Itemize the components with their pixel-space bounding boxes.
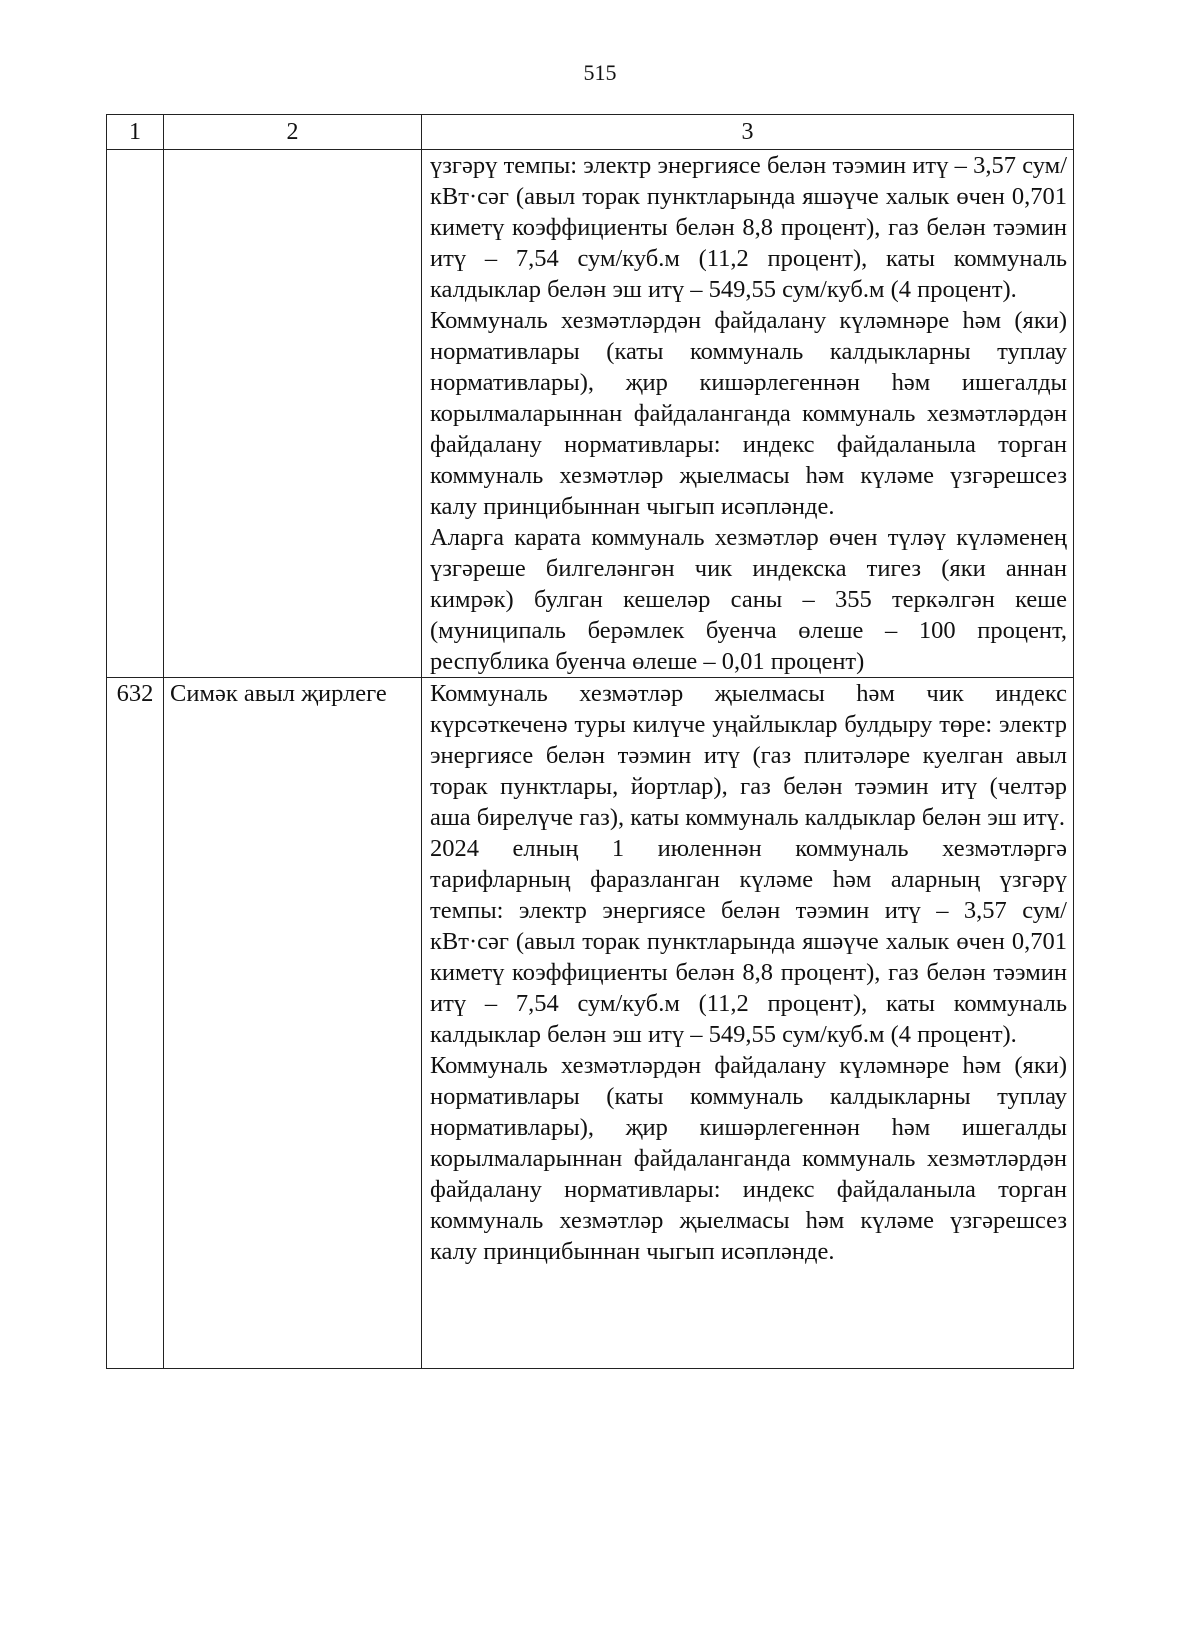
row-number — [107, 150, 164, 678]
page-number: 515 — [583, 60, 617, 85]
description-paragraph: үзгәрү темпы: электр энергиясе белән тәэмин итү – 3,57 сум/кВт·сәг (авыл торак пунктларында яшәүче халык өчен 0,701 киметү коэффициенты белән 8,8 процент), газ белән тәэмин итү – 7,54 сум/куб.м (11,2 процент), каты коммуналь калдыклар белән эш итү – 549,55 сум/куб.м (4 процент). — [430, 152, 1067, 303]
table-row — [107, 678, 1074, 1369]
document-table — [106, 114, 1074, 1369]
description-cell — [422, 678, 1074, 1369]
row-number: 632 — [107, 678, 164, 1369]
description-paragraph: Аларга карата коммуналь хезмәтләр өчен түләү күләменең үзгәреше билгеләнгән чик индекска тигез (яки аннан кимрәк) булган кешеләр саны – 355 теркәлгән кеше (муниципаль берәмлек буенча өлеше – 100 процент, республика буенча өлеше – 0,01 процент) — [430, 524, 1067, 675]
column-header-3: 3 — [422, 115, 1074, 150]
description-cell — [422, 150, 1074, 678]
column-header-1: 1 — [107, 115, 164, 150]
description-paragraph: Коммуналь хезмәтләрдән файдалану күләмнәре һәм (яки) нормативлары (каты коммуналь калдыкларны туплау нормативлары), җир кишәрлегеннән һәм ишегалды корылмаларыннан файдаланганда коммуналь хезмәтләрдән файдалану нормативлары: индекс файдаланыла торган коммуналь хезмәтләр җыелмасы һәм күләме үзгәрешсез калу принцибыннан чыгып исәпләнде. — [430, 307, 1067, 520]
description-paragraph: Коммуналь хезмәтләрдән файдалану күләмнәре һәм (яки) нормативлары (каты коммуналь калдыкларны туплау нормативлары), җир кишәрлегеннән һәм ишегалды корылмаларыннан файдаланганда коммуналь хезмәтләрдән файдалану нормативлары: индекс файдаланыла торган коммуналь хезмәтләр җыелмасы һәм күләме үзгәрешсез калу принцибыннан чыгып исәпләнде. — [430, 1052, 1067, 1265]
settlement-name: Симәк авыл җирлеге — [164, 678, 422, 1369]
table-header-row — [107, 115, 1074, 150]
settlement-name — [164, 150, 422, 678]
column-header-2: 2 — [164, 115, 422, 150]
table-row — [107, 150, 1074, 678]
description-paragraph: Коммуналь хезмәтләр җыелмасы һәм чик индекс күрсәткеченә туры килүче уңайлыклар булдыру төре: электр энергиясе белән тәэмин итү (газ плитәләре куелган авыл торак пунктлары, йортлар), газ белән тәэмин итү (челтәр аша бирелүче газ), каты коммуналь калдыклар белән эш итү. — [430, 680, 1067, 831]
description-paragraph: 2024 елның 1 июленнән коммуналь хезмәтләргә тарифларның фаразланган күләме һәм аларның үзгәрү темпы: электр энергиясе белән тәэмин итү – 3,57 сум/кВт·сәг (авыл торак пунктларында яшәүче халык өчен 0,701 киметү коэффициенты белән 8,8 процент), газ белән тәэмин итү – 7,54 сум/куб.м (11,2 процент), каты коммуналь калдыклар белән эш итү – 549,55 сум/куб.м (4 процент). — [430, 835, 1067, 1048]
